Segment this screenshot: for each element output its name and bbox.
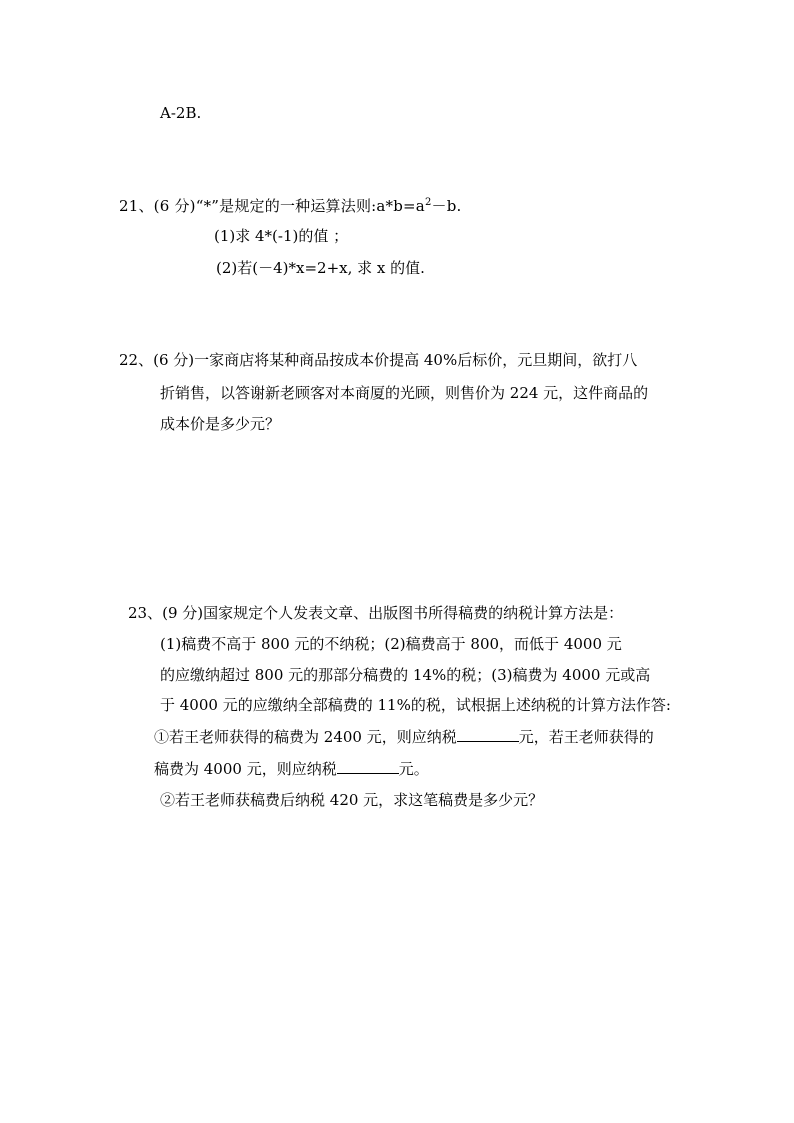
exponent: 2: [424, 197, 432, 208]
question-23-line-6-end: 元。: [398, 760, 429, 778]
question-21-text-tail: －b.: [431, 197, 462, 215]
question-22-line-1: 22、(6 分)一家商店将某种商品按成本价提高 40%后标价，元旦期间，欲打八: [119, 351, 638, 369]
question-23-line-5-start: ①若王老师获得的稿费为 2400 元，则应纳税: [154, 728, 457, 746]
question-21-text: 21、(6 分)“*”是规定的一种运算法则:a*b=a: [119, 197, 425, 215]
question-23-line-5-end: 元，若王老师获得的: [518, 728, 654, 746]
question-23-line-5: [154, 727, 654, 747]
question-23-line-6-start: 稿费为 4000 元，则应纳税: [154, 760, 337, 778]
question-23-line-2: (1)稿费不高于 800 元的不纳税；(2)稿费高于 800，而低于 4000 元: [160, 635, 622, 653]
question-23-line-6: [154, 759, 429, 779]
question-21-part-2: (2)若(－4)*x=2+x, 求 x 的值.: [216, 259, 425, 277]
question-23-line-7: ②若王老师获稿费后纳税 420 元，求这笔稿费是多少元？: [160, 791, 544, 809]
question-23-line-1: 23、(9 分)国家规定个人发表文章、出版图书所得稿费的纳税计算方法是：: [128, 604, 624, 622]
question-21-heading: [119, 196, 462, 216]
question-22-line-3: 成本价是多少元？: [160, 415, 281, 433]
answer-blank-1[interactable]: [457, 727, 519, 742]
answer-blank-2[interactable]: [337, 759, 399, 774]
question-23-line-4: 于 4000 元的应缴纳全部稿费的 11%的税，试根据上述纳税的计算方法作答:: [160, 696, 671, 714]
question-23-line-3: 的应缴纳超过 800 元的那部分稿费的 14%的税；(3)稿费为 4000 元或高: [160, 666, 651, 684]
question-22-line-2: 折销售，以答谢新老顾客对本商厦的光顾，则售价为 224 元，这件商品的: [160, 384, 649, 402]
previous-answer-fragment: A-2B.: [160, 104, 202, 122]
question-21-part-1: (1)求 4*(-1)的值 ；: [214, 227, 349, 245]
